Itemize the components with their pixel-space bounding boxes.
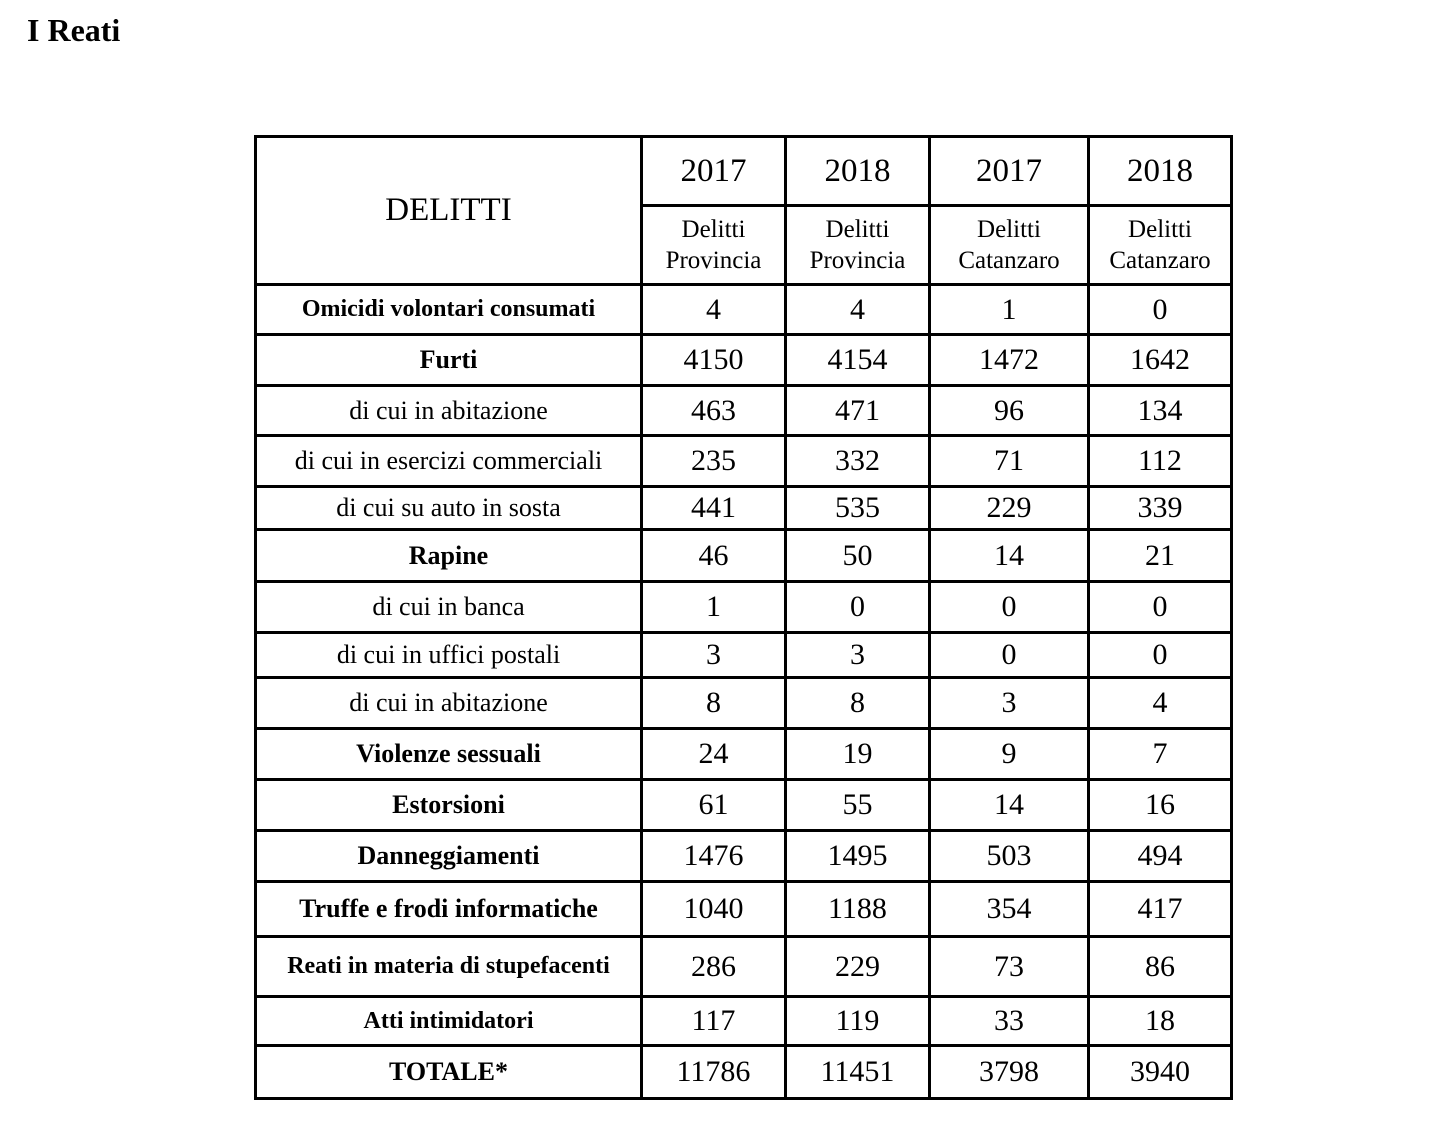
value-cell: 4	[1089, 678, 1232, 729]
value-cell: 494	[1089, 831, 1232, 882]
value-cell: 71	[930, 436, 1089, 487]
value-cell: 0	[1089, 633, 1232, 678]
value-cell: 286	[642, 937, 786, 997]
value-cell: 3	[642, 633, 786, 678]
table-row	[256, 780, 1232, 831]
value-cell: 0	[1089, 582, 1232, 633]
row-label: Reati in materia di stupefacenti	[256, 937, 642, 997]
column-year: 2017	[930, 137, 1089, 206]
value-cell: 1	[642, 582, 786, 633]
table-row	[256, 729, 1232, 780]
table-row	[256, 882, 1232, 937]
value-cell: 1	[930, 285, 1089, 335]
value-cell: 1642	[1089, 335, 1232, 386]
table-row	[256, 678, 1232, 729]
value-cell: 535	[786, 487, 930, 530]
value-cell: 19	[786, 729, 930, 780]
table-row	[256, 1046, 1232, 1099]
value-cell: 96	[930, 386, 1089, 436]
column-subtitle-line: Provincia	[809, 247, 906, 274]
row-label: di cui in abitazione	[256, 386, 642, 436]
value-cell: 229	[786, 937, 930, 997]
value-cell: 86	[1089, 937, 1232, 997]
value-cell: 9	[930, 729, 1089, 780]
column-subtitle	[786, 206, 930, 285]
column-subtitle-line: Delitti	[681, 216, 746, 243]
row-label: Violenze sessuali	[256, 729, 642, 780]
value-cell: 503	[930, 831, 1089, 882]
value-cell: 235	[642, 436, 786, 487]
column-subtitle-line: Delitti	[1128, 216, 1192, 243]
value-cell: 3940	[1089, 1046, 1232, 1099]
value-cell: 4154	[786, 335, 930, 386]
value-cell: 61	[642, 780, 786, 831]
column-subtitle-line: Catanzaro	[1109, 247, 1211, 274]
value-cell: 33	[930, 997, 1089, 1046]
row-label: di cui in abitazione	[256, 678, 642, 729]
table-row	[256, 285, 1232, 335]
value-cell: 471	[786, 386, 930, 436]
value-cell: 1040	[642, 882, 786, 937]
row-label: di cui su auto in sosta	[256, 487, 642, 530]
value-cell: 1472	[930, 335, 1089, 386]
column-subtitle	[1089, 206, 1232, 285]
table-row	[256, 335, 1232, 386]
value-cell: 463	[642, 386, 786, 436]
table-row	[256, 386, 1232, 436]
row-header-delitti: DELITTI	[256, 137, 642, 285]
column-year: 2017	[642, 137, 786, 206]
value-cell: 4150	[642, 335, 786, 386]
table-body	[256, 285, 1232, 1099]
column-subtitle-line: Delitti	[977, 216, 1041, 243]
value-cell: 1476	[642, 831, 786, 882]
value-cell: 8	[642, 678, 786, 729]
column-year: 2018	[786, 137, 930, 206]
value-cell: 1495	[786, 831, 930, 882]
value-cell: 50	[786, 530, 930, 582]
row-label: Danneggiamenti	[256, 831, 642, 882]
value-cell: 24	[642, 729, 786, 780]
value-cell: 4	[642, 285, 786, 335]
row-label: di cui in uffici postali	[256, 633, 642, 678]
value-cell: 55	[786, 780, 930, 831]
value-cell: 3	[930, 678, 1089, 729]
value-cell: 7	[1089, 729, 1232, 780]
row-label: TOTALE*	[256, 1046, 642, 1099]
value-cell: 117	[642, 997, 786, 1046]
value-cell: 332	[786, 436, 930, 487]
table-header	[256, 137, 1232, 285]
column-subtitle-line: Delitti	[825, 216, 890, 243]
value-cell: 354	[930, 882, 1089, 937]
table-row	[256, 436, 1232, 487]
value-cell: 4	[786, 285, 930, 335]
column-year: 2018	[1089, 137, 1232, 206]
table-row	[256, 937, 1232, 997]
value-cell: 0	[930, 582, 1089, 633]
value-cell: 0	[930, 633, 1089, 678]
row-label: Omicidi volontari consumati	[256, 285, 642, 335]
table-row	[256, 582, 1232, 633]
value-cell: 11451	[786, 1046, 930, 1099]
table-row	[256, 633, 1232, 678]
value-cell: 11786	[642, 1046, 786, 1099]
column-subtitle	[642, 206, 786, 285]
row-label: Truffe e frodi informatiche	[256, 882, 642, 937]
value-cell: 1188	[786, 882, 930, 937]
value-cell: 134	[1089, 386, 1232, 436]
value-cell: 119	[786, 997, 930, 1046]
row-label: Estorsioni	[256, 780, 642, 831]
row-label: Furti	[256, 335, 642, 386]
value-cell: 18	[1089, 997, 1232, 1046]
column-subtitle	[930, 206, 1089, 285]
row-label: Atti intimidatori	[256, 997, 642, 1046]
value-cell: 16	[1089, 780, 1232, 831]
value-cell: 112	[1089, 436, 1232, 487]
header-row-years	[256, 137, 1232, 206]
table-row	[256, 487, 1232, 530]
column-subtitle-line: Provincia	[665, 247, 762, 274]
value-cell: 0	[786, 582, 930, 633]
value-cell: 73	[930, 937, 1089, 997]
value-cell: 14	[930, 780, 1089, 831]
value-cell: 14	[930, 530, 1089, 582]
value-cell: 3	[786, 633, 930, 678]
value-cell: 3798	[930, 1046, 1089, 1099]
value-cell: 417	[1089, 882, 1232, 937]
column-subtitle-line: Catanzaro	[958, 247, 1060, 274]
crime-statistics-table	[254, 135, 1233, 1100]
value-cell: 46	[642, 530, 786, 582]
page-title: I Reati	[27, 12, 121, 48]
value-cell: 8	[786, 678, 930, 729]
table-row	[256, 530, 1232, 582]
value-cell: 0	[1089, 285, 1232, 335]
value-cell: 339	[1089, 487, 1232, 530]
table-row	[256, 831, 1232, 882]
row-label: di cui in esercizi commerciali	[256, 436, 642, 487]
value-cell: 229	[930, 487, 1089, 530]
table-row	[256, 997, 1232, 1046]
value-cell: 441	[642, 487, 786, 530]
value-cell: 21	[1089, 530, 1232, 582]
row-label: di cui in banca	[256, 582, 642, 633]
row-label: Rapine	[256, 530, 642, 582]
